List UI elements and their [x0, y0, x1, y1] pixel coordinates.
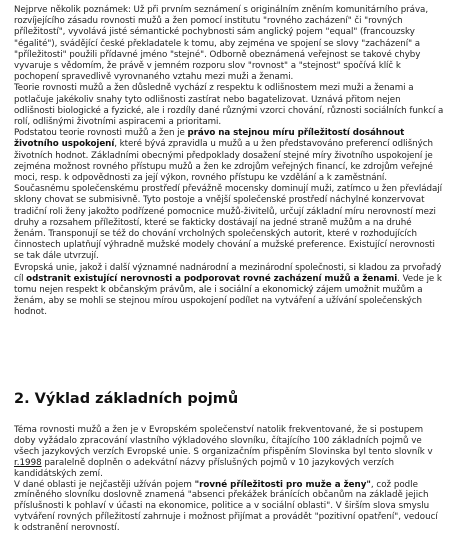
text-run: , které bývá zpravidla u mužů a u žen představováno preferencí odlišných životních hodnot. Základními obecnými předpoklady dosažení stejné míry životního uspokojení je zejména možnost rovného přístupu mužů a žen ke zdrojům veřejných financí, ke zdrojům veřejné moci, resp. k odpovědnosti za její výkon, rovného přístupu ke vzdělání a k zaměstnání.: [14, 139, 433, 184]
section-text: [14, 425, 444, 533]
text-run: Evropská unie, jakož i další významné nadnárodní a mezinárodní společnosti, si kladou za prvořadý cíl: [14, 262, 442, 284]
paragraph: [14, 263, 444, 319]
bold-phrase: "rovné příležitosti pro muže a ženy": [194, 479, 371, 490]
paragraph: [14, 480, 444, 533]
text-run: , což podle zmíněného slovníku doslovně znamená "absenci překážek bránících občanům na základě jejich příslušnosti k pohlaví v účasti na ekonomice, politice a v sociální oblasti". V širším slova smyslu vytváření rovných příležitostí zahrnuje i možnost přijímat a provádět "pozitivní opatření", vedoucí k odstranění nerovností.: [14, 479, 438, 533]
text-run: Téma rovnosti mužů a žen je v Evropském společenství natolik frekventované, že si postupem doby vyžádalo zpracování vlastního výkladového slovníku, čítajícího 100 základních pojmů ve všech jazykových verzích Evropské unie. S organizačním přispěním Slovinska byl tento slovník v: [14, 425, 433, 457]
paragraph: [14, 128, 444, 184]
year-link[interactable]: r.1998: [14, 457, 42, 468]
paragraph: [14, 425, 444, 480]
section-heading: 2. Výklad základních pojmů: [14, 391, 239, 407]
bold-phrase: právo na stejnou míru příležitostí dosáhnout životního uspokojení: [14, 128, 405, 150]
bold-phrase: odstranit existující nerovnosti a podporovat rovné zacházení mužů a ženami: [26, 273, 398, 284]
text-run: paralelně doplněn o adekvátní názvy příslušných pojmů v 10 jazykových verzích kandidátských zemí.: [14, 457, 395, 479]
paragraph: Současnému společenskému prostředí převážně mocensky dominují muži, zatímco u žen převládají sklony chovat se submisivně. Tyto postoje a vnější společenské prostředí náchylné konzervovat tradiční roli ženy jakožto podřízené pomocnice mužů-živitelů, určují základní míru nerovností mezi druhy a rozsahem příležitostí, které se fakticky dostávají na jedné straně mužům a na druhé ženám. Transponují se též do chování vrcholných společenských autorit, které v rozhodujících činnostech uplatňují výhradně mužské modely chování a mužské preference. Existující nerovnosti se tak dále utvrzují.: [14, 184, 443, 262]
text-run: Podstatou teorie rovnosti mužů a žen je: [14, 128, 188, 139]
text-run: . Vede je k tomu nejen respekt k občanským právům, ale i sociální a ekonomický zájem umožnit mužům a ženám, aby se mohli se stejnou mírou uspokojení podílet na vytváření a užívání společenských hodnot.: [14, 273, 442, 318]
text-run: V dané oblasti je nejčastěji užíván pojem: [14, 479, 195, 490]
paragraph: Teorie rovnosti mužů a žen důsledně vychází z respektu k odlišnostem mezi muži a ženami a potlačuje jakékoliv snahy tyto odlišnosti zastírat nebo bagatelizovat. Uznává přitom nejen odlišnosti biologické a fyzické, ale i rozdíly dané různými vzorci chování, různosti sociálních funkcí a rolí, odlišnými životními aspiracemi a prioritami.: [14, 83, 444, 128]
intro-text: [14, 5, 444, 319]
paragraph: Nejprve několik poznámek: Už při prvním seznámení s originálním zněním komunitárního práva, rozvíjejícího zásadu rovnosti mužů a žen pomocí institutu "rovného zacházení" či "rovných příležitostí", vyvolává jisté sémantické pochybnosti sám anglický pojem "equal" (francouzsky "égalité"), svádějící české překladatele k tomu, aby zejména ve spojení se slovy "zacházení" a "příležitosti" použili přídavné jméno "stejné". Odborně obeznámená veřejnost se takové chyby vyvaruje s vědomím, že právě v jemném rozporu slov "rovnost" a "stejnost" spočívá klíč k pochopení spravedlivě vyrovnaného vztahu mezi muži a ženami.: [14, 5, 429, 83]
